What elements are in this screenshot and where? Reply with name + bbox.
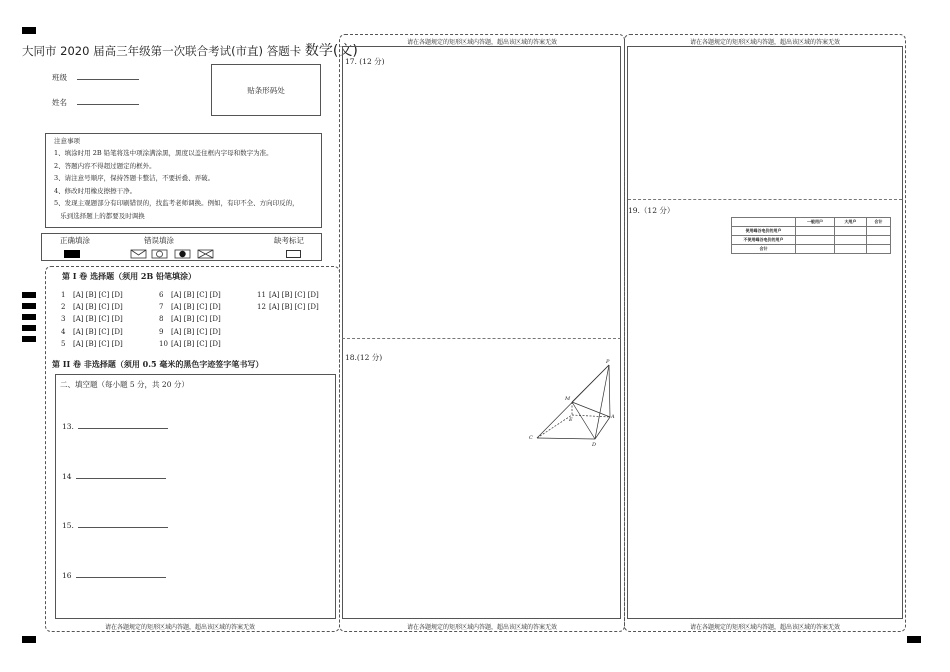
mcq-number: 3 (61, 315, 66, 324)
mcq-number: 4 (61, 327, 66, 336)
class-line[interactable] (77, 79, 139, 80)
table-cell (835, 236, 867, 245)
mcq-options[interactable]: [A] [B] [C] [D] (73, 339, 123, 348)
correct-fill-sample (64, 250, 80, 258)
barcode-label: 贴条形码处 (247, 85, 285, 95)
timing-mark (907, 636, 921, 643)
name-field[interactable] (52, 97, 139, 108)
mcq-options[interactable]: [A] [B] [C] [D] (73, 315, 123, 324)
point-label: D (592, 442, 597, 447)
timing-mark (22, 292, 36, 298)
mcq-options[interactable]: [A] [B] [C] [D] (171, 339, 221, 348)
fill-blank-item[interactable] (62, 521, 168, 530)
table-row (732, 227, 891, 236)
table-cell (866, 227, 890, 236)
q-divider (628, 199, 902, 200)
point-label: C (529, 435, 533, 441)
mcq-number: 11 (257, 291, 266, 299)
barcode-area (211, 64, 321, 116)
class-label: 班级 (52, 73, 67, 82)
timing-mark (22, 336, 36, 342)
section1-title: 第 I 卷 选择题（须用 2B 铅笔填涂） (62, 271, 196, 281)
table-cell: 合计 (866, 218, 890, 227)
point-label: A (611, 414, 615, 420)
mcq-options[interactable]: [A] [B] [C] [D] (171, 303, 221, 312)
q17-label: 17. (12 分) (345, 57, 385, 66)
banner-bottom-middle: 请在各题规定的矩形区域内答题，超出该区域的答案无效 (406, 624, 557, 631)
table-cell: 使用峰谷电价的用户 (732, 227, 796, 236)
point-label: M (565, 396, 571, 402)
timing-mark (22, 27, 36, 34)
q18-answer-box[interactable] (342, 339, 621, 619)
name-label: 姓名 (52, 98, 67, 107)
table-cell (866, 236, 890, 245)
fill-blank-number: 16 (62, 571, 72, 580)
pyramid-figure (525, 357, 617, 447)
fill-legend (41, 233, 322, 261)
table-cell (835, 245, 867, 254)
notice-item: 5、发现主观题部分有印刷错误的，找监考老师调换。例如，有印不全、方向印反的， (54, 199, 299, 207)
wrong-fill-label: 错误填涂 (144, 236, 174, 245)
fill-blank-number: 15. (62, 521, 74, 530)
table-cell (866, 245, 890, 254)
mcq-options[interactable]: [A] [B] [C] [D] (269, 303, 319, 312)
absent-mark-box[interactable] (286, 250, 301, 258)
notice-list (54, 147, 313, 222)
fill-blank-number: 14 (62, 472, 72, 481)
section2-title: 第 II 卷 非选择题（须用 0.5 毫米的黑色字迹签字笔书写） (52, 359, 264, 369)
table-cell: 不使用峰谷电价的用户 (732, 236, 796, 245)
table-row (732, 245, 891, 254)
name-line[interactable] (77, 104, 139, 105)
point-label: P (606, 359, 610, 365)
mcq-number: 8 (159, 315, 164, 324)
mcq-number: 2 (61, 303, 66, 312)
page-title (22, 40, 358, 60)
notice-box (45, 133, 322, 228)
banner-bottom-left: 请在各题规定的矩形区域内答题，超出该区域的答案无效 (104, 624, 255, 631)
fill-blank-line[interactable] (78, 428, 168, 429)
banner-top-right: 请在各题规定的矩形区域内答题，超出该区域的答案无效 (689, 39, 840, 46)
q19-label: 19.（12 分） (628, 206, 675, 215)
q19-answer-box[interactable] (627, 46, 903, 619)
fill-blank-item[interactable] (62, 571, 166, 580)
mcq-options[interactable]: [A] [B] [C] [D] (269, 291, 319, 299)
fill-blank-box (55, 374, 336, 619)
mcq-number: 5 (61, 339, 66, 348)
title-subject: 数学(文) (304, 43, 358, 59)
fill-blank-line[interactable] (76, 478, 166, 479)
notice-item: 4、修改时用橡皮擦擦干净。 (54, 186, 137, 195)
fill-blank-item[interactable] (62, 472, 166, 481)
q18-label: 18.(12 分) (345, 353, 383, 362)
contingency-table (731, 217, 891, 254)
notice-heading: 注意事项 (54, 137, 80, 145)
table-cell: 合计 (732, 245, 796, 254)
class-field[interactable] (52, 72, 139, 83)
timing-mark (22, 325, 36, 331)
fill-heading: 二、填空题（每小题 5 分，共 20 分） (60, 380, 189, 389)
wrong-fill-samples (130, 249, 216, 260)
notice-item: 3、请注意号顺序，保持答题卡整洁，不要折叠、弄破。 (54, 174, 215, 182)
mcq-options[interactable]: [A] [B] [C] [D] (73, 303, 123, 312)
banner-top-middle: 请在各题规定的矩形区域内答题，超出该区域的答案无效 (406, 39, 557, 46)
notice-item: 乐到选择题上的都要及时调换 (54, 211, 145, 220)
table-cell (796, 236, 835, 245)
timing-mark (22, 636, 36, 643)
table-header-row (732, 218, 891, 227)
mcq-options[interactable]: [A] [B] [C] [D] (73, 291, 123, 299)
table-cell (835, 227, 867, 236)
notice-item: 1、填涂时用 2B 铅笔将选中项涂满涂黑，黑度以盖住框内字母和数字为准。 (54, 149, 273, 157)
table-cell: 大用户 (835, 218, 867, 227)
table-cell: 一般用户 (796, 218, 835, 227)
timing-mark (22, 303, 36, 309)
mcq-options[interactable]: [A] [B] [C] [D] (171, 327, 221, 336)
mcq-number: 7 (159, 303, 164, 312)
table-cell (732, 218, 796, 227)
notice-item: 2、答题内容不得超过题定的框外。 (54, 161, 156, 170)
q17-answer-box[interactable] (342, 46, 621, 339)
mcq-number: 12 (257, 303, 266, 312)
mcq-number: 9 (159, 327, 164, 336)
mcq-number: 10 (159, 339, 168, 348)
correct-fill-label: 正确填涂 (60, 236, 90, 245)
fill-blank-item[interactable] (62, 422, 168, 431)
banner-bottom-right: 请在各题规定的矩形区域内答题，超出该区域的答案无效 (689, 624, 840, 631)
mcq-options[interactable]: [A] [B] [C] [D] (171, 291, 221, 299)
mcq-grid (61, 291, 341, 351)
fill-blank-number: 13. (62, 422, 74, 431)
table-row (732, 236, 891, 245)
mcq-number: 6 (159, 291, 164, 299)
fill-blank-line[interactable] (78, 527, 168, 528)
absent-mark-label: 缺考标记 (274, 236, 304, 245)
table-cell (796, 227, 835, 236)
mcq-number: 1 (61, 291, 66, 299)
title-main: 大同市 2020 届高三年级第一次联合考试(市直) 答题卡 (22, 44, 302, 58)
mcq-options[interactable]: [A] [B] [C] [D] (171, 315, 221, 324)
table-cell (796, 245, 835, 254)
timing-mark (22, 314, 36, 320)
mcq-options[interactable]: [A] [B] [C] [D] (73, 327, 123, 336)
fill-blank-line[interactable] (76, 577, 166, 578)
point-label: E (569, 417, 573, 423)
